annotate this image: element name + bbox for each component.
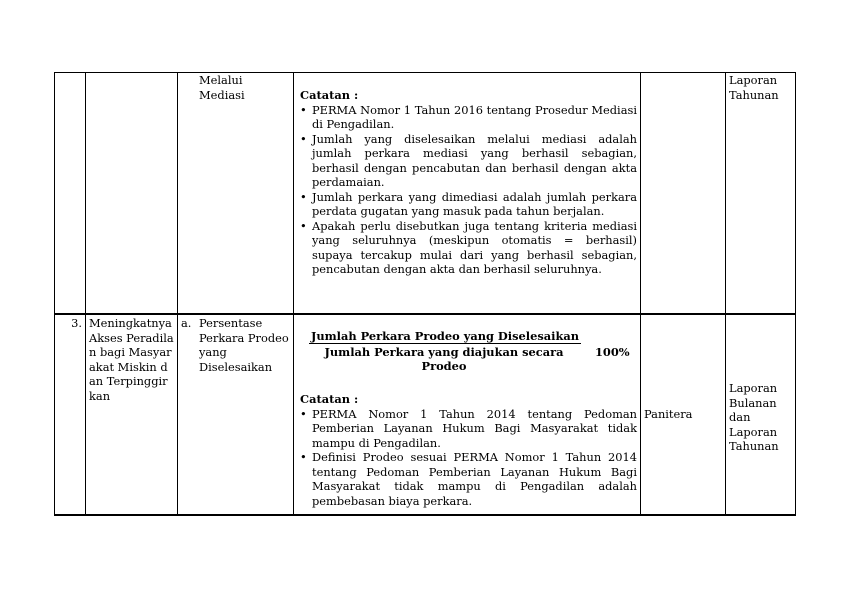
number-cell (55, 73, 86, 315)
formula-notes-cell (294, 73, 641, 315)
goal-cell (86, 314, 178, 515)
formula-multiplier: 100% (595, 345, 630, 359)
pic-text: Panitera (644, 407, 693, 421)
formula-notes-cell (294, 314, 641, 515)
list-item: • Apakah perlu disebutkan juga tentang kriteria mediasi yang seluruhnya (meskipun otomatis = berhasil) supaya tercakup mulai dari yang berhasil sebagian, pencabutan dengan akta dan berhasil seluruhnya. (297, 219, 637, 277)
number-cell (55, 314, 86, 515)
indicator-cell (178, 314, 294, 515)
pic-cell (641, 314, 726, 515)
indicator-text: Persentase Perkara Prodeo yang Diselesaikan (199, 316, 289, 374)
goal-text: Meningkatnya Akses Peradilan bagi Masyarakat Miskin dan Terpinggirkan (89, 316, 174, 403)
indicator-table (54, 72, 796, 516)
catatan-label: Catatan : (300, 392, 359, 406)
list-item: • Jumlah yang diselesaikan melalui mediasi adalah jumlah perkara mediasi yang berhasil sebagian, berhasil dengan pencabutan dan berhasil dengan akta perdamaian. (297, 132, 637, 190)
list-item: • Jumlah perkara yang dimediasi adalah jumlah perkara perdata gugatan yang masuk pada tahun berjalan. (297, 190, 637, 219)
indicator-text: Melalui Mediasi (199, 73, 245, 102)
formula (297, 329, 637, 387)
report-cell (726, 314, 796, 515)
table-row (55, 314, 796, 515)
formula-numerator: Jumlah Perkara Prodeo yang Diselesaikan (310, 329, 580, 343)
goal-cell (86, 73, 178, 315)
row-number: 3. (71, 316, 82, 330)
list-item: • Definisi Prodeo sesuai PERMA Nomor 1 Tahun 2014 tentang Pedoman Pemberian Layanan Hukum Bagi Masyarakat tidak mampu di Pengadilan adalah pembebasan biaya perkara. (297, 450, 637, 508)
indicator-cell (178, 73, 294, 315)
indicator-prefix: a. (181, 316, 192, 330)
notes-list (297, 103, 637, 277)
formula-denominator: Jumlah Perkara yang diajukan secara Prodeo (324, 345, 564, 373)
list-item: • PERMA Nomor 1 Tahun 2016 tentang Prosedur Mediasi di Pengadilan. (297, 103, 637, 132)
notes-list (297, 407, 637, 509)
report-cell (726, 73, 796, 315)
report-text: Laporan Bulanan dan Laporan Tahunan (729, 381, 779, 453)
indicator-item (181, 315, 290, 374)
list-item: • PERMA Nomor 1 Tahun 2014 tentang Pedoman Pemberian Layanan Hukum Bagi Masyarakat tidak mampu di Pengadilan. (297, 407, 637, 451)
table-row (55, 73, 796, 315)
report-text: Laporan Tahunan (729, 73, 779, 102)
catatan-label: Catatan : (300, 88, 359, 102)
pic-cell (641, 73, 726, 315)
